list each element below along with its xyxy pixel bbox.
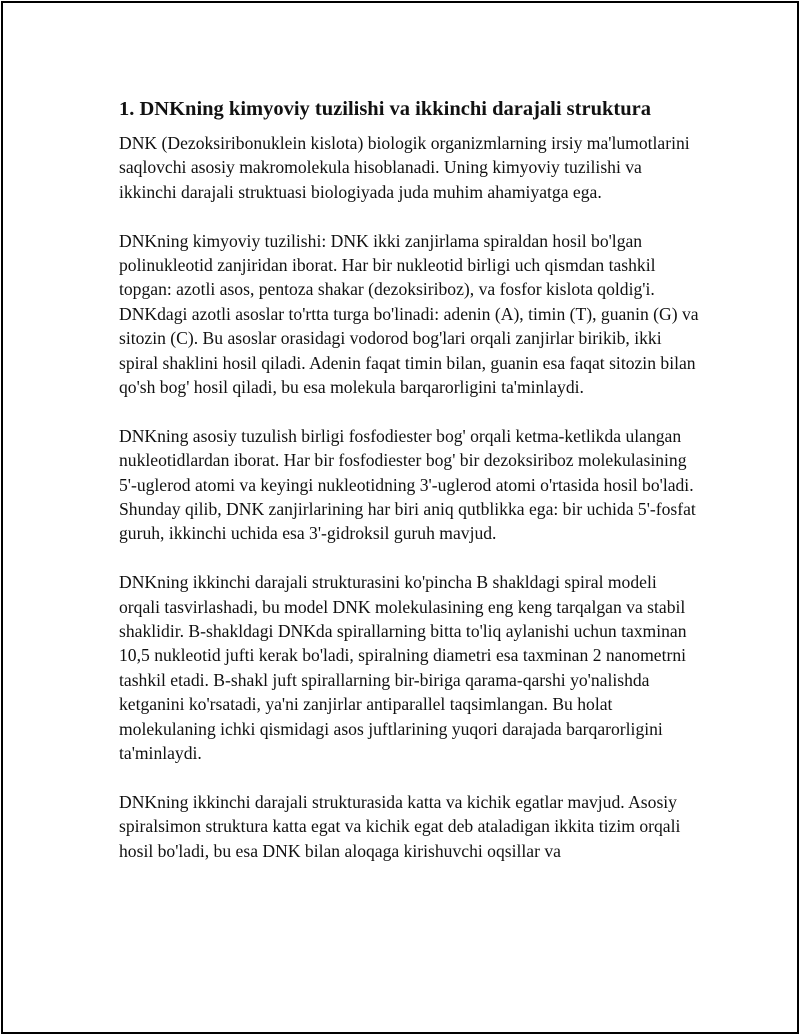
paragraph-grooves: DNKning ikkinchi darajali strukturasida katta va kichik egatlar mavjud. Asosiy spiralsimon struktura katta egat va kichik egat deb ataladigan ikkita tizim orqali hosil bo'ladi, bu esa DNK bilan aloqaga kirishuvchi oqsillar va	[119, 791, 681, 861]
document-page	[1, 1, 799, 1034]
paragraph-phosphodiester-bond: DNKning asosiy tuzulish birligi fosfodiester bog' orqali ketma-ketlikda ulangan nukleotidlardan iborat. Har bir fosfodiester bog' bir dezoksiriboz molekulasining 5'-uglerod atomi va keyingi nukleotidning 3'-uglerod atomi o'rtasida hosil bo'ladi. Shunday qilib, DNK zanjirlarining har biri aniq qutblikka ega: bir uchida 5'-fosfat guruh, ikkinchi uchida esa 3'-gidroksil guruh mavjud.	[119, 425, 696, 544]
paragraph-chemical-structure: DNKning kimyoviy tuzilishi: DNK ikki zanjirlama spiraldan hosil bo'lgan polinukleotid zanjiridan iborat. Har bir nukleotid birligi uch qismdan tashkil topgan: azotli asos, pentoza shakar (dezoksiriboz), va fosfor kislota qoldig'i. DNKdagi azotli asoslar to'rtta turga bo'linadi: adenin (A), timin (T), guanin (G) va sitozin (C). Bu asoslar orasidagi vodorod bog'lari orqali zanjirlar birikib, ikki spiral shaklini hosil qiladi. Adenin faqat timin bilan, guanin esa faqat sitozin bilan qo'sh bog' hosil qiladi, bu esa molekula barqarorligini ta'minlaydi.	[119, 230, 699, 398]
section-title: 1. DNKning kimyoviy tuzilishi va ikkinchi darajali struktura	[119, 98, 651, 120]
paragraph-introduction: DNK (Dezoksiribonuklein kislota) biologik organizmlarning irsiy ma'lumotlarini saqlovchi asosiy makromolekula hisoblanadi. Uning kimyoviy tuzilishi va ikkinchi darajali struktuasi biologiyada juda muhim ahamiyatga ega.	[119, 133, 690, 202]
paragraph-b-form-helix: DNKning ikkinchi darajali strukturasini ko'pincha B shakldagi spiral modeli orqali tasvirlashadi, bu model DNK molekulasining eng keng tarqalgan va stabil shaklidir. B-shakldagi DNKda spirallarning bitta to'liq aylanishi uchun taxminan 10,5 nukleotid jufti kerak bo'ladi, spiralning diametri esa taxminan 2 nanometrni tashkil etadi. B-shakl juft spirallarning bir-biriga qarama-qarshi yo'nalishda ketganini ko'rsatadi, ya'ni zanjirlar antiparallel taqsimlangan. Bu holat molekulaning ichki qismidagi asos juftlarining yuqori darajada barqarorligini ta'minlaydi.	[119, 572, 687, 764]
document-body	[119, 95, 699, 888]
